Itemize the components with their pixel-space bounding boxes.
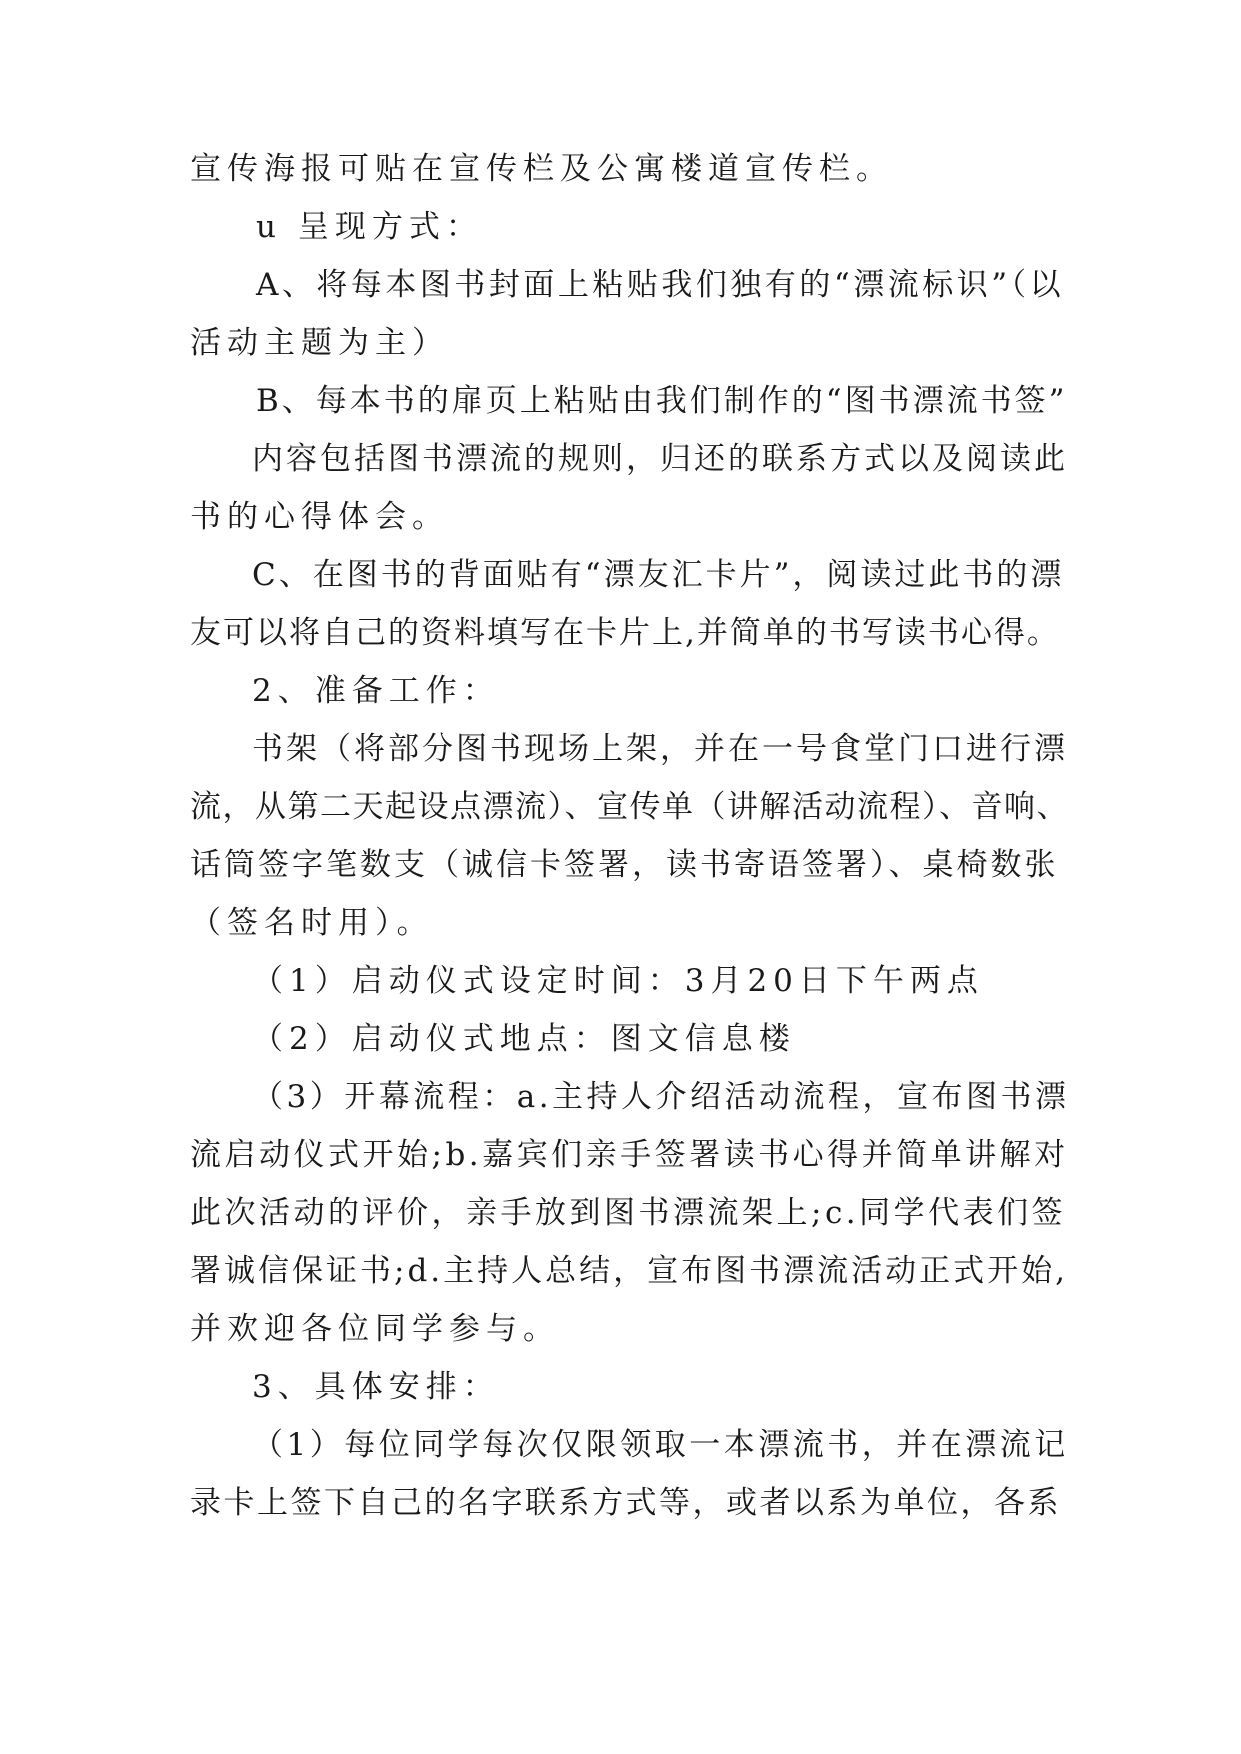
paragraph-line: 话筒签字笔数支（诚信卡签署，读书寄语签署）、桌椅数张 <box>190 847 1059 883</box>
section-heading: 3、具体安排： <box>252 1369 500 1405</box>
paragraph-line: （1）启动仪式设定时间：3月20日下午两点 <box>252 963 984 999</box>
paragraph-line: C、在图书的背面贴有“漂友汇卡片”，阅读过此书的漂 <box>252 557 1065 593</box>
paragraph-line: 署诚信保证书;d.主持人总结，宣布图书漂流活动正式开始, <box>190 1253 1068 1289</box>
paragraph-line: 录卡上签下自己的名字联系方式等，或者以系为单位，各系 <box>190 1485 1061 1521</box>
paragraph-line: 友可以将自己的资料填写在卡片上,并简单的书写读书心得。 <box>190 615 1060 651</box>
paragraph-line: 并欢迎各位同学参与。 <box>190 1311 560 1347</box>
paragraph-line: 宣传海报可贴在宣传栏及公寓楼道宣传栏。 <box>190 151 893 187</box>
paragraph-line: 活动主题为主） <box>190 325 449 361</box>
paragraph-line: （2）启动仪式地点：图文信息楼 <box>252 1021 796 1057</box>
paragraph-line: （3）开幕流程：a.主持人介绍活动流程，宣布图书漂 <box>252 1079 1070 1115</box>
section-heading: 2、准备工作： <box>252 673 500 709</box>
paragraph-line: 此次活动的评价，亲手放到图书漂流架上;c.同学代表们签 <box>190 1195 1067 1231</box>
paragraph-line: 书架（将部分图书现场上架，并在一号食堂门口进行漂 <box>252 731 1068 767</box>
paragraph-line: B、每本书的扉页上粘贴由我们制作的“图书漂流书签” <box>256 383 1068 419</box>
paragraph-line: u 呈现方式： <box>256 209 483 245</box>
paragraph-line: 书的心得体会。 <box>190 499 449 535</box>
paragraph-line: 流启动仪式开始;b.嘉宾们亲手签署读书心得并简单讲解对 <box>190 1137 1069 1173</box>
paragraph-line: （1）每位同学每次仅限领取一本漂流书，并在漂流记 <box>252 1427 1069 1463</box>
paragraph-line: 流，从第二天起设点漂流）、宣传单（讲解活动流程）、音响、 <box>190 789 1069 825</box>
paragraph-line: 内容包括图书漂流的规则，归还的联系方式以及阅读此 <box>252 441 1068 477</box>
paragraph-line: （签名时用）。 <box>190 905 434 941</box>
paragraph-line: A、将每本图书封面上粘贴我们独有的“漂流标识”（以 <box>256 267 1065 303</box>
